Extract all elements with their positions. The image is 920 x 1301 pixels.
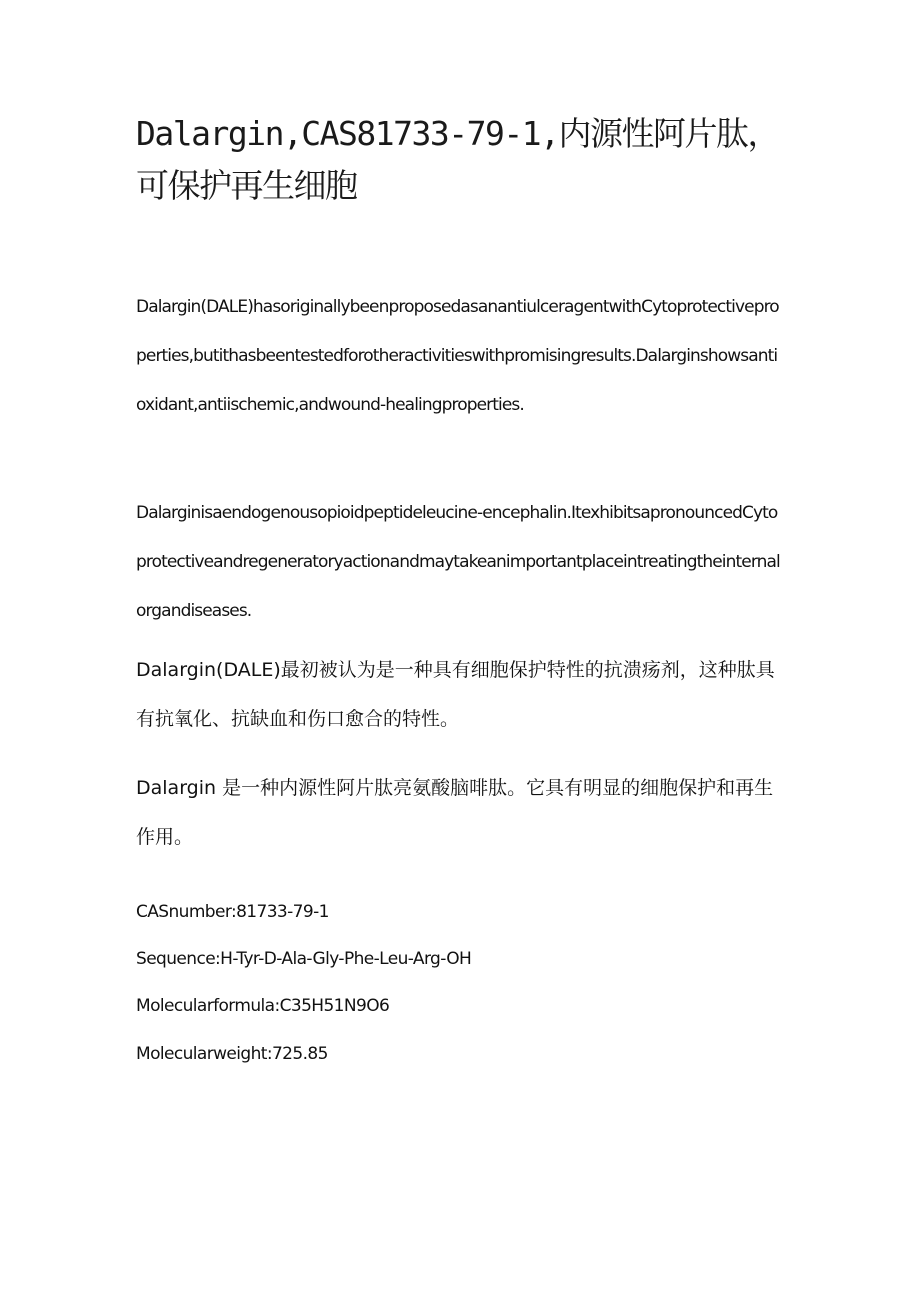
- document-title: Dalargin,CAS81733-79-1,内源性阿片肽，可保护再生细胞: [136, 114, 779, 205]
- cas-number: CASnumber:81733-79-1: [136, 902, 329, 922]
- paragraph-english-2: Dalarginisaendogenousopioidpeptideleucine-encephalin.ItexhibitsapronouncedCytoprotectiveandregeneratoryactionandmaytakeanimportantplaceintreatingtheinternalorgandiseases.: [136, 503, 780, 621]
- molecular-formula: Molecularformula:C35H51N9O6: [136, 996, 390, 1016]
- paragraph-chinese-1: Dalargin(DALE)最初被认为是一种具有细胞保护特性的抗溃疡剂，这种肽具有抗氧化、抗缺血和伤口愈合的特性。: [136, 659, 775, 730]
- molecular-weight: Molecularweight:725.85: [136, 1044, 328, 1064]
- sequence: Sequence:H-Tyr-D-Ala-Gly-Phe-Leu-Arg-OH: [136, 949, 472, 969]
- paragraph-english-1: Dalargin(DALE)hasoriginallybeenproposedasanantiulceragentwithCytoprotectiveproperties,butithasbeentestedforotheractivitieswithpromisingresults.Dalarginshowsantioxidant,antiischemic,andwound-healingproperties.: [136, 297, 779, 415]
- paragraph-chinese-2: Dalargin 是一种内源性阿片肽亮氨酸脑啡肽。它具有明显的细胞保护和再生作用。: [136, 777, 774, 848]
